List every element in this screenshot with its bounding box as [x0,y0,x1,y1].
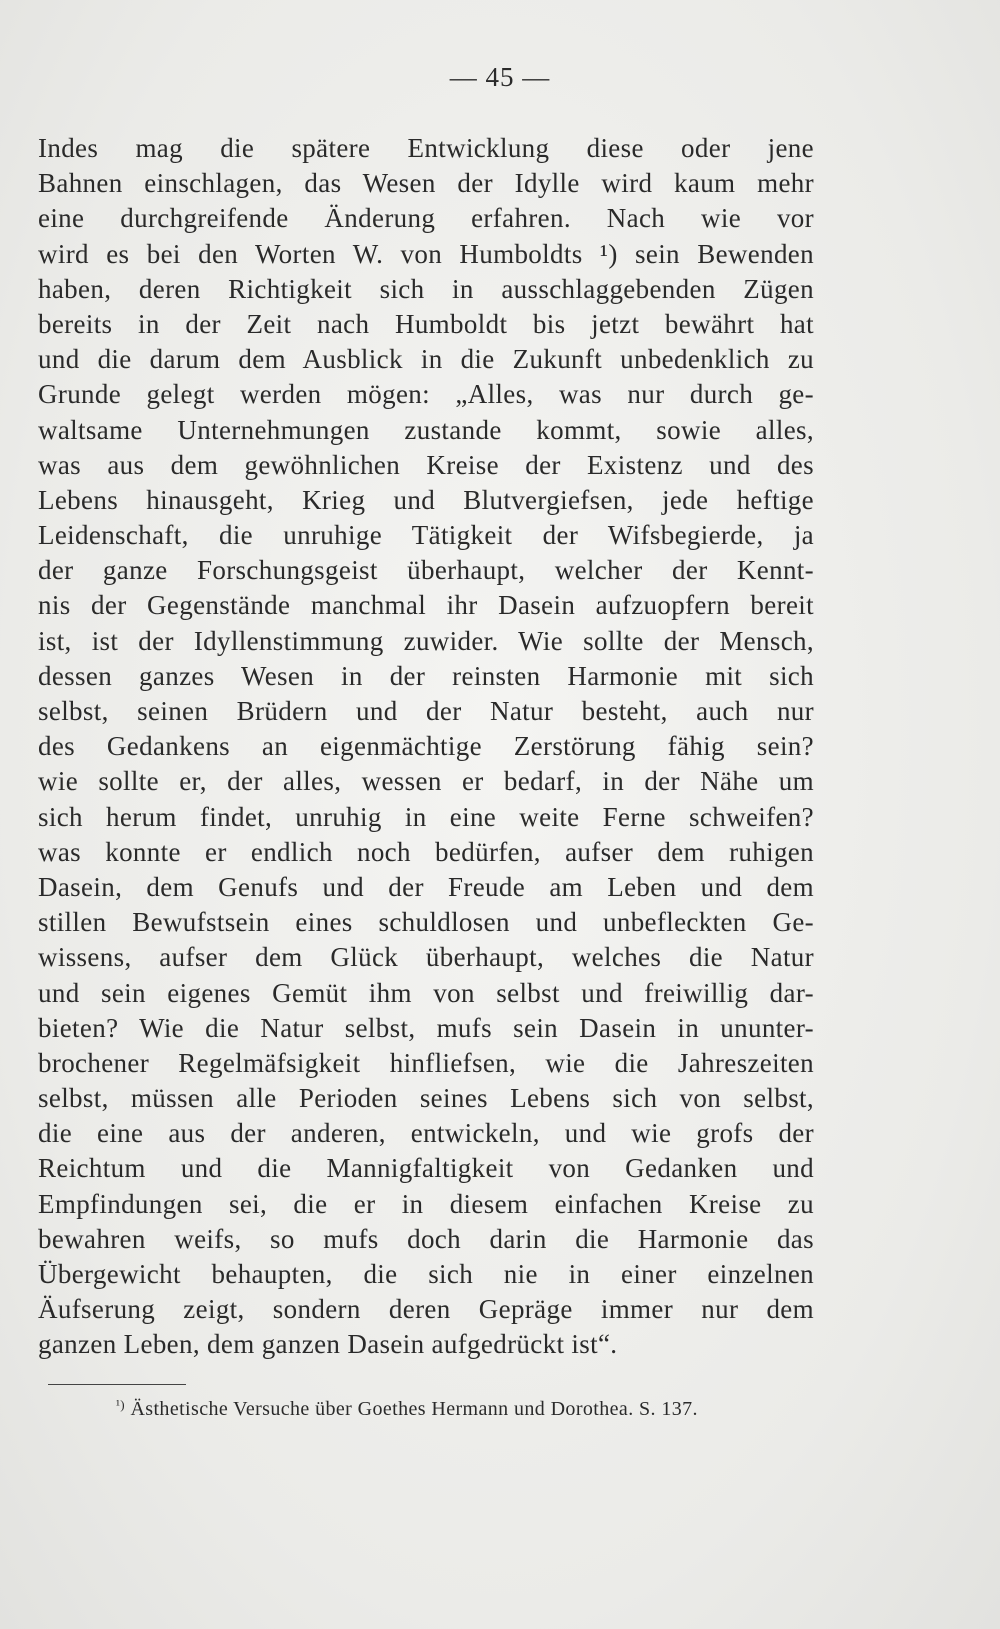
text-line: waltsame Unternehmungen zustande kommt, sowie alles, [38,414,814,445]
text-line: eine durchgreifende Änderung erfahren. Nach wie vor [38,203,814,234]
text-line: Übergewicht behaupten, die sich nie in einer einzelnen [38,1259,814,1289]
text-line: stillen Bewufstsein eines schuldlosen und unbefleckten Ge- [38,907,814,938]
text-line: ist, ist der Idyllenstimmung zuwider. Wie sollte der Mensch, [38,625,814,656]
text-line: Reichtum und die Mannigfaltigkeit von Gedanken und [38,1153,814,1184]
text-line: und sein eigenes Gemüt ihm von selbst und freiwillig dar- [38,977,814,1008]
text-line: selbst, müssen alle Perioden seines Lebens sich von selbst, [38,1083,814,1114]
text-line: sich herum findet, unruhig in eine weite Ferne schweifen? [38,801,814,832]
text-line: dessen ganzes Wesen in der reinsten Harmonie mit sich [38,660,814,691]
text-line: brochener Regelmäfsigkeit hinfliefsen, wie die Jahreszeiten [38,1047,814,1078]
body-text [38,131,814,1363]
text-line: Bahnen einschlagen, das Wesen der Idylle wird kaum mehr [38,168,814,199]
text-line: Empfindungen sei, die er in diesem einfachen Kreise zu [38,1188,814,1219]
text-line: Indes mag die spätere Entwicklung diese oder jene [38,133,814,163]
text-line: bewahren weifs, so mufs doch darin die Harmonie das [38,1223,814,1254]
text-line: die eine aus der anderen, entwickeln, und wie grofs der [38,1118,814,1149]
text-line: bieten? Wie die Natur selbst, mufs sein Dasein in ununter- [38,1012,814,1043]
text-line: Lebens hinausgeht, Krieg und Blutvergiefsen, jede heftige [38,484,814,515]
text-line: selbst, seinen Brüdern und der Natur besteht, auch nur [38,696,814,726]
text-line: Grunde gelegt werden mögen: „Alles, was nur durch ge- [38,379,814,410]
footnote-divider [48,1384,186,1385]
footnote-marker: ¹) [116,1397,126,1412]
text-line: und die darum dem Ausblick in die Zukunft unbedenklich zu [38,344,814,375]
text-line: haben, deren Richtigkeit sich in ausschlaggebenden Zügen [38,273,814,304]
footnote-text: Ästhetische Versuche über Goethes Hermann und Dorothea. S. 137. [130,1398,698,1420]
text-line: wissens, aufser dem Glück überhaupt, welches die Natur [38,942,814,973]
text-line: der ganze Forschungsgeist überhaupt, welcher der Kennt- [38,555,814,586]
text-line: des Gedankens an eigenmächtige Zerstörung fähig sein? [38,731,814,762]
text-line: was aus dem gewöhnlichen Kreise der Existenz und des [38,449,814,480]
text-line: Äufserung zeigt, sondern deren Gepräge immer nur dem [38,1294,814,1325]
text-line: Leidenschaft, die unruhige Tätigkeit der Wifsbegierde, ja [38,520,814,551]
text-line: Dasein, dem Genufs und der Freude am Leben und dem [38,871,814,902]
text-line: ganzen Leben, dem ganzen Dasein aufgedrückt ist“. [38,1329,618,1360]
text-line: wie sollte er, der alles, wessen er bedarf, in der Nähe um [38,766,814,797]
text-line: nis der Gegenstände manchmal ihr Dasein aufzuopfern bereit [38,590,814,621]
footnote [116,1392,816,1422]
text-line: bereits in der Zeit nach Humboldt bis jetzt bewährt hat [38,308,814,339]
page-number: — 45 — [449,62,551,92]
text-line: was konnte er endlich noch bedürfen, aufser dem ruhigen [38,836,814,867]
text-line: wird es bei den Worten W. von Humboldts ¹) sein Bewenden [38,238,814,269]
